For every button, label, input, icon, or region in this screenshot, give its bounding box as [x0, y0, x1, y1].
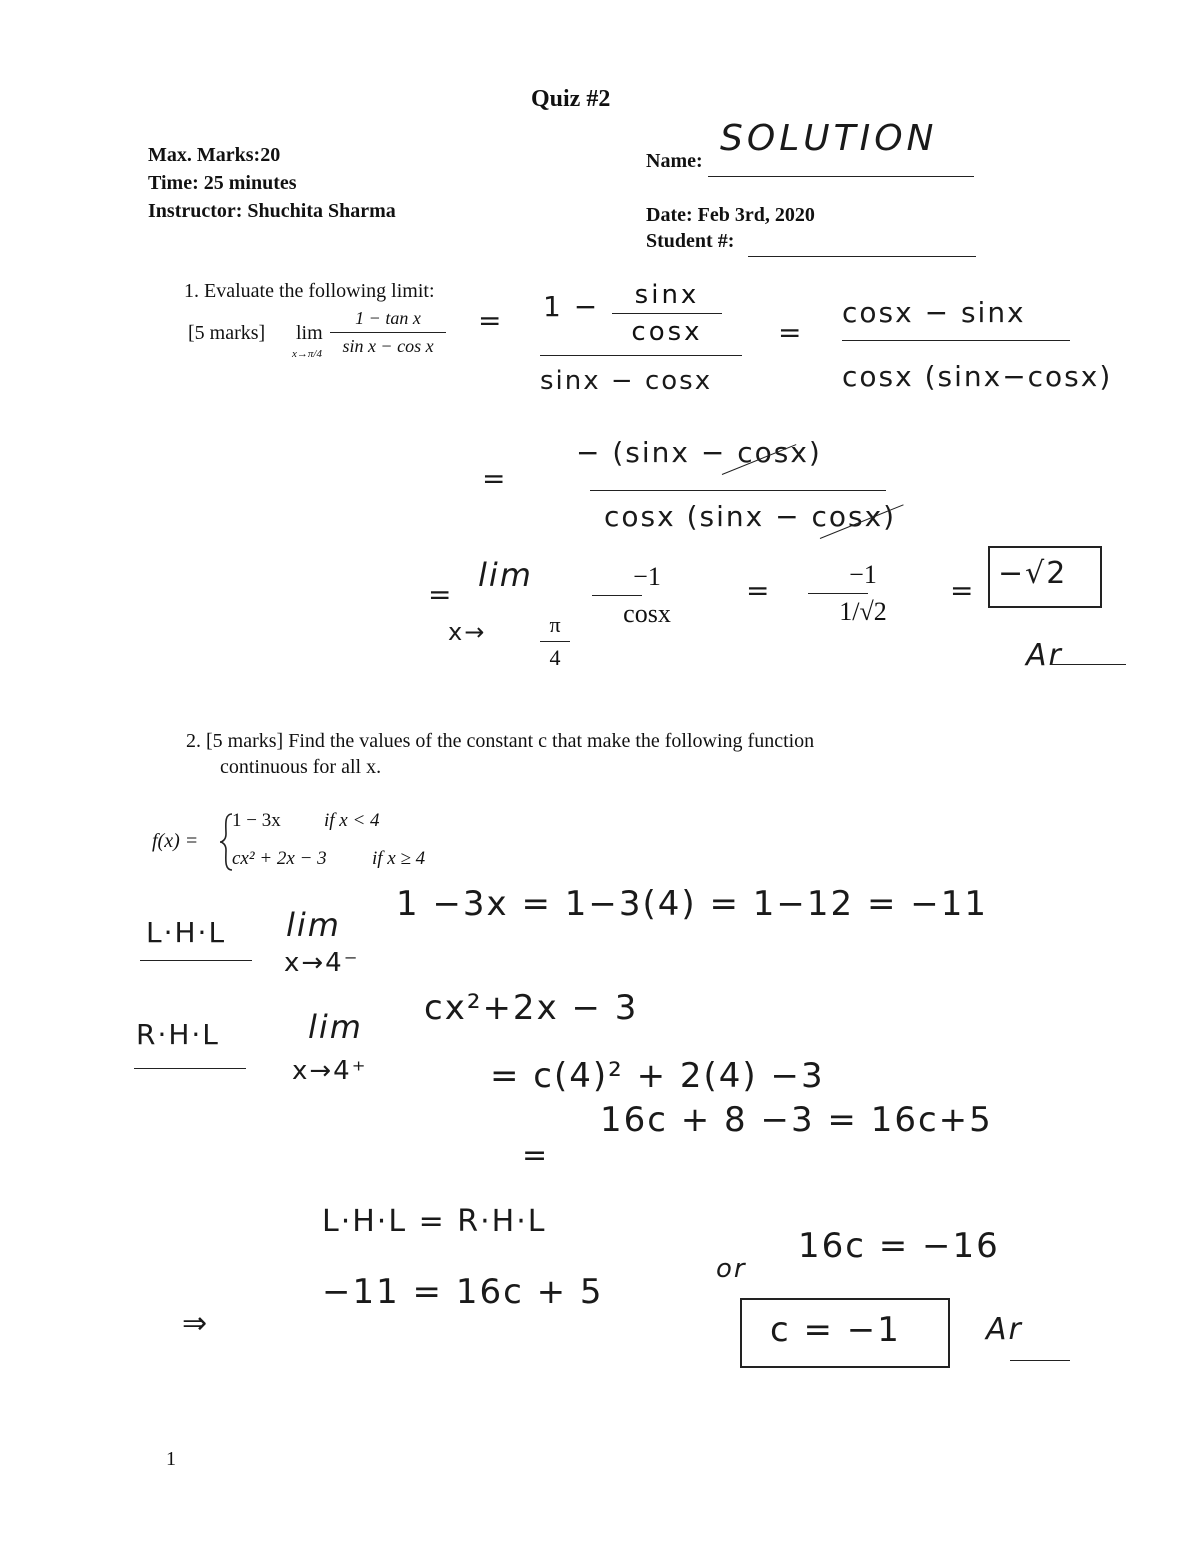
time-limit: Time: 25 minutes	[148, 172, 297, 194]
q1-eq-4: =	[428, 578, 454, 611]
q1-step1-cosx: cosx	[631, 317, 703, 347]
q2-answer: c = −1	[770, 1310, 901, 1350]
q2-case2-cond: if x ≥ 4	[372, 848, 426, 869]
q2-equation-2: 16c = −16	[798, 1226, 1000, 1266]
q2-lhl-expr: 1 −3x = 1−3(4) = 1−12 = −11	[396, 884, 989, 924]
q1-limit-fraction	[330, 308, 446, 357]
q2-equate: L·H·L = R·H·L	[322, 1204, 547, 1239]
q1-step5-num: −1	[849, 560, 877, 589]
q1-prompt: 1. Evaluate the following limit:	[184, 280, 435, 302]
q1-step5-den: 1/√2	[839, 597, 887, 626]
q1-denominator: sin x − cos x	[342, 336, 434, 356]
q2-rhl-sub: x→4⁺	[292, 1056, 368, 1086]
q2-case2-expr: cx² + 2x − 3	[232, 848, 327, 869]
name-value: SOLUTION	[720, 118, 938, 159]
q1-eq-3: =	[482, 462, 508, 495]
q2-or: or	[716, 1254, 747, 1284]
q2-rhl-line3-eq: =	[522, 1138, 550, 1173]
name-label: Name:	[646, 150, 703, 172]
q1-step4-pi: π	[549, 612, 561, 637]
student-number-underline	[748, 256, 976, 257]
q2-implies: ⇒	[182, 1306, 210, 1341]
q2-case1-expr: 1 − 3x	[232, 810, 281, 831]
q2-rhl-lim: lim	[308, 1008, 363, 1046]
q1-initials-underline	[1050, 664, 1126, 665]
q1-lim: lim	[296, 322, 323, 344]
q2-lhl-sub: x→4⁻	[284, 948, 360, 978]
q2-case1-cond: if x < 4	[324, 810, 380, 831]
q2-rhl-label: R·H·L	[136, 1018, 220, 1051]
quiz-title: Quiz #2	[531, 86, 611, 112]
q1-step4-pi-bar	[540, 641, 570, 642]
q1-fraction-bar	[330, 332, 446, 333]
q1-answer: −√2	[998, 556, 1068, 591]
q1-step1-sinx: sinx	[634, 280, 700, 310]
q2-fx: f(x) =	[152, 830, 199, 852]
q1-step4-lim: lim	[478, 556, 533, 594]
q1-eq-1: =	[478, 304, 504, 337]
q1-grader-initials: Ar	[1026, 638, 1063, 673]
q2-lhl-underline	[140, 960, 252, 961]
q2-lhl-lim: lim	[286, 906, 341, 944]
q2-initials-underline	[1010, 1360, 1070, 1361]
q1-eq-5: =	[746, 574, 772, 607]
q1-step5-bar	[808, 593, 868, 594]
q1-eq-2: =	[778, 316, 804, 349]
q2-rhl-expr: cx²+2x − 3	[424, 988, 639, 1028]
q1-step4-sub: x→	[448, 618, 487, 646]
q1-step4-pi-over-4	[540, 612, 570, 671]
q1-step1-inner-fraction	[612, 280, 722, 347]
q1-step1-main-bar	[540, 355, 742, 356]
q2-equation: −11 = 16c + 5	[322, 1272, 604, 1312]
q2-rhl-line2: = c(4)² + 2(4) −3	[490, 1056, 825, 1096]
q2-prompt: 2. [5 marks] Find the values of the constant c that make the following function	[186, 730, 815, 752]
q2-prompt-line2: continuous for all x.	[220, 756, 382, 778]
q1-step4-bar	[592, 595, 642, 596]
q2-lhl-label: L·H·L	[146, 916, 227, 949]
q1-lim-sub: x→π/4	[292, 348, 322, 360]
name-underline	[708, 176, 974, 177]
q2-rhl-line3: 16c + 8 −3 = 16c+5	[600, 1100, 993, 1140]
q2-rhl-underline	[134, 1068, 246, 1069]
q1-step4-den: cosx	[623, 599, 671, 628]
q1-marks: [5 marks]	[188, 322, 266, 344]
q1-step3-numerator: − (sinx − cosx)	[576, 436, 822, 469]
page-number: 1	[166, 1448, 176, 1470]
instructor: Instructor: Shuchita Sharma	[148, 200, 396, 222]
q1-step3-denominator: cosx (sinx − cosx)	[604, 500, 897, 533]
q1-step2-numerator: cosx − sinx	[842, 296, 1026, 329]
max-marks: Max. Marks:20	[148, 144, 281, 166]
q1-step1-one-minus: 1 −	[543, 290, 600, 323]
q1-step1-denominator: sinx − cosx	[540, 366, 713, 396]
q1-step4-fraction	[592, 562, 702, 629]
q1-step4-num: −1	[633, 562, 661, 591]
q1-step2-denominator: cosx (sinx−cosx)	[842, 360, 1113, 393]
q1-numerator: 1 − tan x	[355, 308, 421, 328]
quiz-date: Date: Feb 3rd, 2020	[646, 204, 815, 226]
q1-step4-four: 4	[549, 645, 561, 670]
q2-grader-initials: Ar	[986, 1312, 1023, 1347]
q1-step5-fraction	[808, 560, 918, 627]
q1-step2-bar	[842, 340, 1070, 341]
student-number-label: Student #:	[646, 230, 735, 252]
q1-eq-6: =	[950, 574, 976, 607]
q1-step3-bar	[590, 490, 886, 491]
q1-step1-inner-bar	[612, 313, 722, 314]
